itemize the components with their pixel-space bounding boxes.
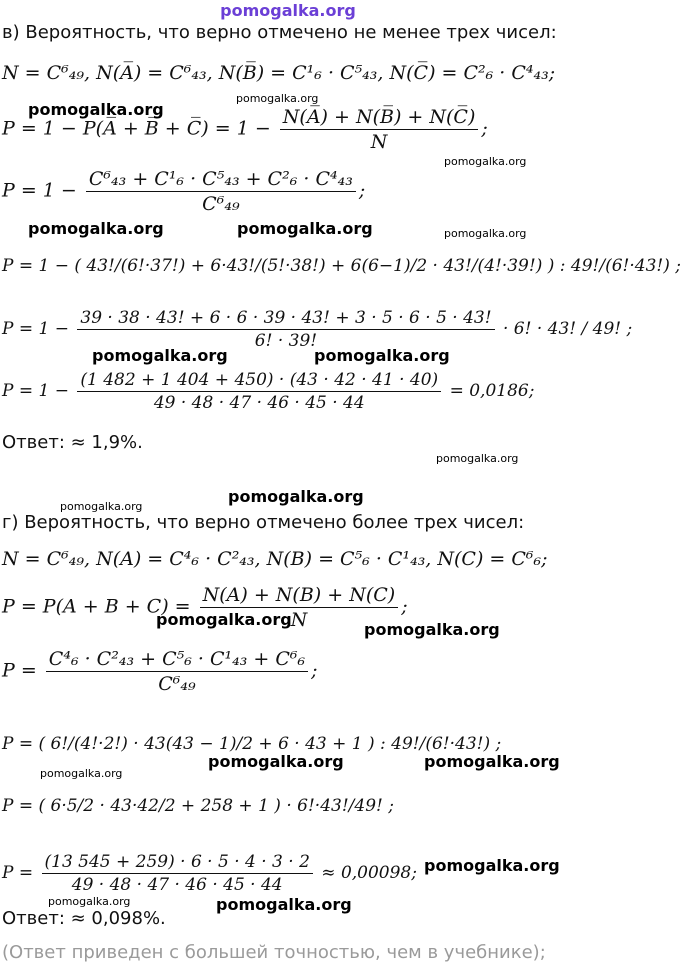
- part-g-eq5: P = ( 6·5/2 · 43·42/2 + 258 + 1 ) · 6!·43!/49! ;: [2, 796, 394, 816]
- part-v-eq2-denominator: N: [370, 131, 388, 153]
- part-v-eq4: P = 1 − ( 43!/(6!·37!) + 6·43!/(5!·38!) + 6(6−1)/2 · 43!/(4!·39!) ) : 49!/(6!·43!) ;: [2, 256, 681, 276]
- part-v-eq3-fraction: [86, 168, 356, 215]
- part-v-eq2-left: P = 1 − P(A̅ + B̅ + C̅) = 1 −: [2, 117, 271, 140]
- part-v-eq5-left: P = 1 −: [2, 319, 69, 339]
- part-v-answer: Ответ: ≈ 1,9%.: [2, 432, 143, 453]
- part-g-eq6: [2, 852, 417, 895]
- part-v-eq6-left: P = 1 −: [2, 381, 69, 401]
- part-v-eq2-numerator: N(A̅) + N(B̅) + N(C̅): [280, 106, 479, 130]
- part-g-eq6-denominator: 49 · 48 · 47 · 46 · 45 · 44: [71, 875, 283, 895]
- part-v-eq5-denominator: 6! · 39!: [254, 331, 318, 351]
- watermark-label: pomogalka.org: [156, 610, 292, 629]
- part-v-eq2-fraction: [280, 106, 479, 153]
- part-g-eq3-numerator: C⁴₆ · C²₄₃ + C⁵₆ · C¹₄₃ + C⁶₆: [46, 648, 308, 672]
- watermark-label: pomogalka.org: [40, 767, 123, 780]
- watermark-label: pomogalka.org: [314, 346, 450, 365]
- watermark-label: pomogalka.org: [436, 452, 519, 465]
- part-v-eq2-end: ;: [481, 117, 488, 140]
- part-v-eq3: [2, 168, 365, 215]
- part-v-eq5-right: · 6! · 43! / 49! ;: [502, 319, 633, 339]
- part-v-eq6-numerator: (1 482 + 1 404 + 450) · (43 · 42 · 41 · 40): [77, 370, 441, 392]
- watermark-label: pomogalka.org: [236, 92, 319, 105]
- watermark-label: pomogalka.org: [237, 219, 373, 238]
- part-g-eq6-right: ≈ 0,00098;: [321, 863, 417, 883]
- part-g-answer: Ответ: ≈ 0,098%.: [2, 908, 166, 929]
- watermark-label: pomogalka.org: [28, 100, 164, 119]
- part-g-eq2-end: ;: [401, 595, 408, 618]
- part-v-eq3-left: P = 1 −: [2, 179, 77, 202]
- part-v-eq5-fraction: [77, 308, 494, 351]
- part-g-eq2-numerator: N(A) + N(B) + N(C): [200, 584, 399, 608]
- part-g-eq3-end: ;: [311, 659, 318, 682]
- part-v-eq1: N = C⁶₄₉, N(A̅) = C⁶₄₃, N(B̅) = C¹₆ · C⁵₄₃, N(C̅) = C²₆ · C⁴₄₃;: [2, 62, 556, 84]
- watermark-label: pomogalka.org: [92, 346, 228, 365]
- part-g-eq2-denominator: N: [290, 609, 308, 631]
- part-v-heading: в) Вероятность, что верно отмечено не менее трех чисел:: [2, 22, 557, 43]
- part-g-eq6-fraction: [42, 852, 313, 895]
- part-v-eq3-denominator: C⁶₄₉: [202, 193, 240, 215]
- watermark-label: pomogalka.org: [216, 895, 352, 914]
- part-v-eq6-fraction: [77, 370, 441, 413]
- part-g-eq2-left: P = P(A + B + C) =: [2, 595, 191, 618]
- part-g-note: (Ответ приведен с большей точностью, чем в учебнике);: [2, 942, 546, 963]
- part-v-eq6-right: = 0,0186;: [449, 381, 535, 401]
- part-g-eq3-left: P =: [2, 659, 37, 682]
- watermark-label: pomogalka.org: [48, 895, 131, 908]
- part-g-eq3-denominator: C⁶₄₉: [158, 673, 196, 695]
- watermark-label: pomogalka.org: [424, 856, 560, 875]
- part-g-eq4: P = ( 6!/(4!·2!) · 43(43 − 1)/2 + 6 · 43 + 1 ) : 49!/(6!·43!) ;: [2, 734, 502, 754]
- part-v-eq3-end: ;: [358, 179, 366, 202]
- part-g-eq3-fraction: [46, 648, 308, 695]
- watermark-label: pomogalka.org: [228, 487, 364, 506]
- part-v-eq3-numerator: C⁶₄₃ + C¹₆ · C⁵₄₃ + C²₆ · C⁴₄₃: [86, 168, 356, 192]
- part-v-eq6: [2, 370, 534, 413]
- watermark-label: pomogalka.org: [28, 219, 164, 238]
- watermark-label: pomogalka.org: [60, 500, 143, 513]
- watermark-label: pomogalka.org: [208, 752, 344, 771]
- part-g-heading: г) Вероятность, что верно отмечено более трех чисел:: [2, 512, 525, 533]
- watermark-label: pomogalka.org: [364, 620, 500, 639]
- part-v-eq5-numerator: 39 · 38 · 43! + 6 · 6 · 39 · 43! + 3 · 5 · 6 · 5 · 43!: [77, 308, 494, 330]
- watermark-label: pomogalka.org: [444, 227, 527, 240]
- part-g-eq6-numerator: (13 545 + 259) · 6 · 5 · 4 · 3 · 2: [42, 852, 313, 874]
- part-g-eq1: N = C⁶₄₉, N(A) = C⁴₆ · C²₄₃, N(B) = C⁵₆ · C¹₄₃, N(C) = C⁶₆;: [2, 548, 548, 570]
- part-g-eq6-left: P =: [2, 863, 34, 883]
- part-g-eq3: [2, 648, 318, 695]
- watermark-label: pomogalka.org: [424, 752, 560, 771]
- watermark-label: pomogalka.org: [444, 155, 527, 168]
- part-v-eq6-denominator: 49 · 48 · 47 · 46 · 45 · 44: [153, 393, 365, 413]
- top-watermark: pomogalka.org: [220, 1, 356, 20]
- part-v-eq5: [2, 308, 632, 351]
